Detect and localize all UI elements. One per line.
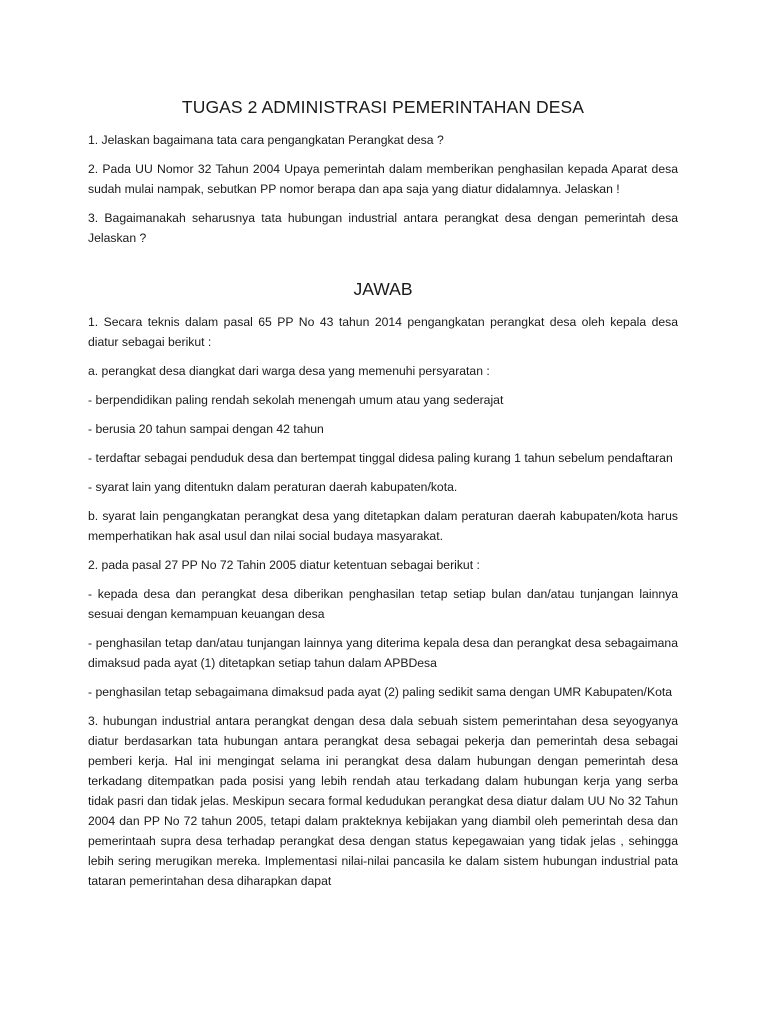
question-1: 1. Jelaskan bagaimana tata cara pengangkatan Perangkat desa ? <box>88 133 444 147</box>
answer-paragraph: - terdaftar sebagai penduduk desa dan bertempat tinggal didesa paling kurang 1 tahun sebelum pendaftaran <box>88 451 673 465</box>
question-2: 2. Pada UU Nomor 32 Tahun 2004 Upaya pemerintah dalam memberikan penghasilan kepada Aparat desa sudah mulai nampak, sebutkan PP nomor berapa dan apa saja yang diatur didalamnya. Jelaskan ! <box>88 162 678 196</box>
answer-paragraph: a. perangkat desa diangkat dari warga desa yang memenuhi persyaratan : <box>88 364 490 378</box>
question-list <box>88 130 678 248</box>
answer-paragraph: - berusia 20 tahun sampai dengan 42 tahun <box>88 422 324 436</box>
document-page <box>88 96 678 900</box>
answer-heading: JAWAB <box>353 279 413 299</box>
answer-paragraph: 1. Secara teknis dalam pasal 65 PP No 43 tahun 2014 pengangkatan perangkat desa oleh kepala desa diatur sebagai berikut : <box>88 315 678 349</box>
answer-paragraph: b. syarat lain pengangkatan perangkat desa yang ditetapkan dalam peraturan daerah kabupaten/kota harus memperhatikan hak asal usul dan nilai social budaya masyarakat. <box>88 509 678 543</box>
answer-paragraph: 2. pada pasal 27 PP No 72 Tahin 2005 diatur ketentuan sebagai berikut : <box>88 558 480 572</box>
answer-paragraph: - penghasilan tetap dan/atau tunjangan lainnya yang diterima kepala desa dan perangkat desa sebagaimana dimaksud pada ayat (1) ditetapkan setiap tahun dalam APBDesa <box>88 636 678 670</box>
answer-paragraph: - berpendidikan paling rendah sekolah menengah umum atau yang sederajat <box>88 393 504 407</box>
answer-paragraph: - kepada desa dan perangkat desa diberikan penghasilan tetap setiap bulan dan/atau tunjangan lainnya sesuai dengan kemampuan keuangan desa <box>88 587 678 621</box>
answer-paragraph: - syarat lain yang ditentukn dalam peraturan daerah kabupaten/kota. <box>88 480 458 494</box>
answer-paragraph: - penghasilan tetap sebagaimana dimaksud pada ayat (2) paling sedikit sama dengan UMR Kabupaten/Kota <box>88 685 673 699</box>
document-title: TUGAS 2 ADMINISTRASI PEMERINTAHAN DESA <box>181 97 585 117</box>
answer-paragraph: 3. hubungan industrial antara perangkat dengan desa dala sebuah sistem pemerintahan desa seyogyanya diatur berdasarkan tata hubungan antara perangkat desa sebagai pekerja dan pemerintah desa sebagai pemberi kerja. Hal ini mengingat selama ini perangkat desa dalam hubungan dengan pemerintah desa terkadang ditempatkan pada posisi yang lebih rendah atau terkadang dalam hubungan kerja yang serba tidak pasri dan tidak jelas. Meskipun secara formal kedudukan perangkat desa diatur dalam UU No 32 Tahun 2004 dan PP No 72 tahun 2005, tetapi dalam prakteknya kebijakan yang diambil oleh pemerintah desa dan pemerintaah supra desa terhadap perangkat desa dengan status kepegawaian yang tidak jelas , sehingga lebih sering merugikan mereka. Implementasi nilai-nilai pancasila ke dalam sistem hubungan industrial pata tataran pemerintahan desa diharapkan dapat <box>88 714 678 888</box>
answer-list <box>88 312 678 891</box>
question-3: 3. Bagaimanakah seharusnya tata hubungan industrial antara perangkat desa dengan pemerintah desa Jelaskan ? <box>88 211 678 245</box>
